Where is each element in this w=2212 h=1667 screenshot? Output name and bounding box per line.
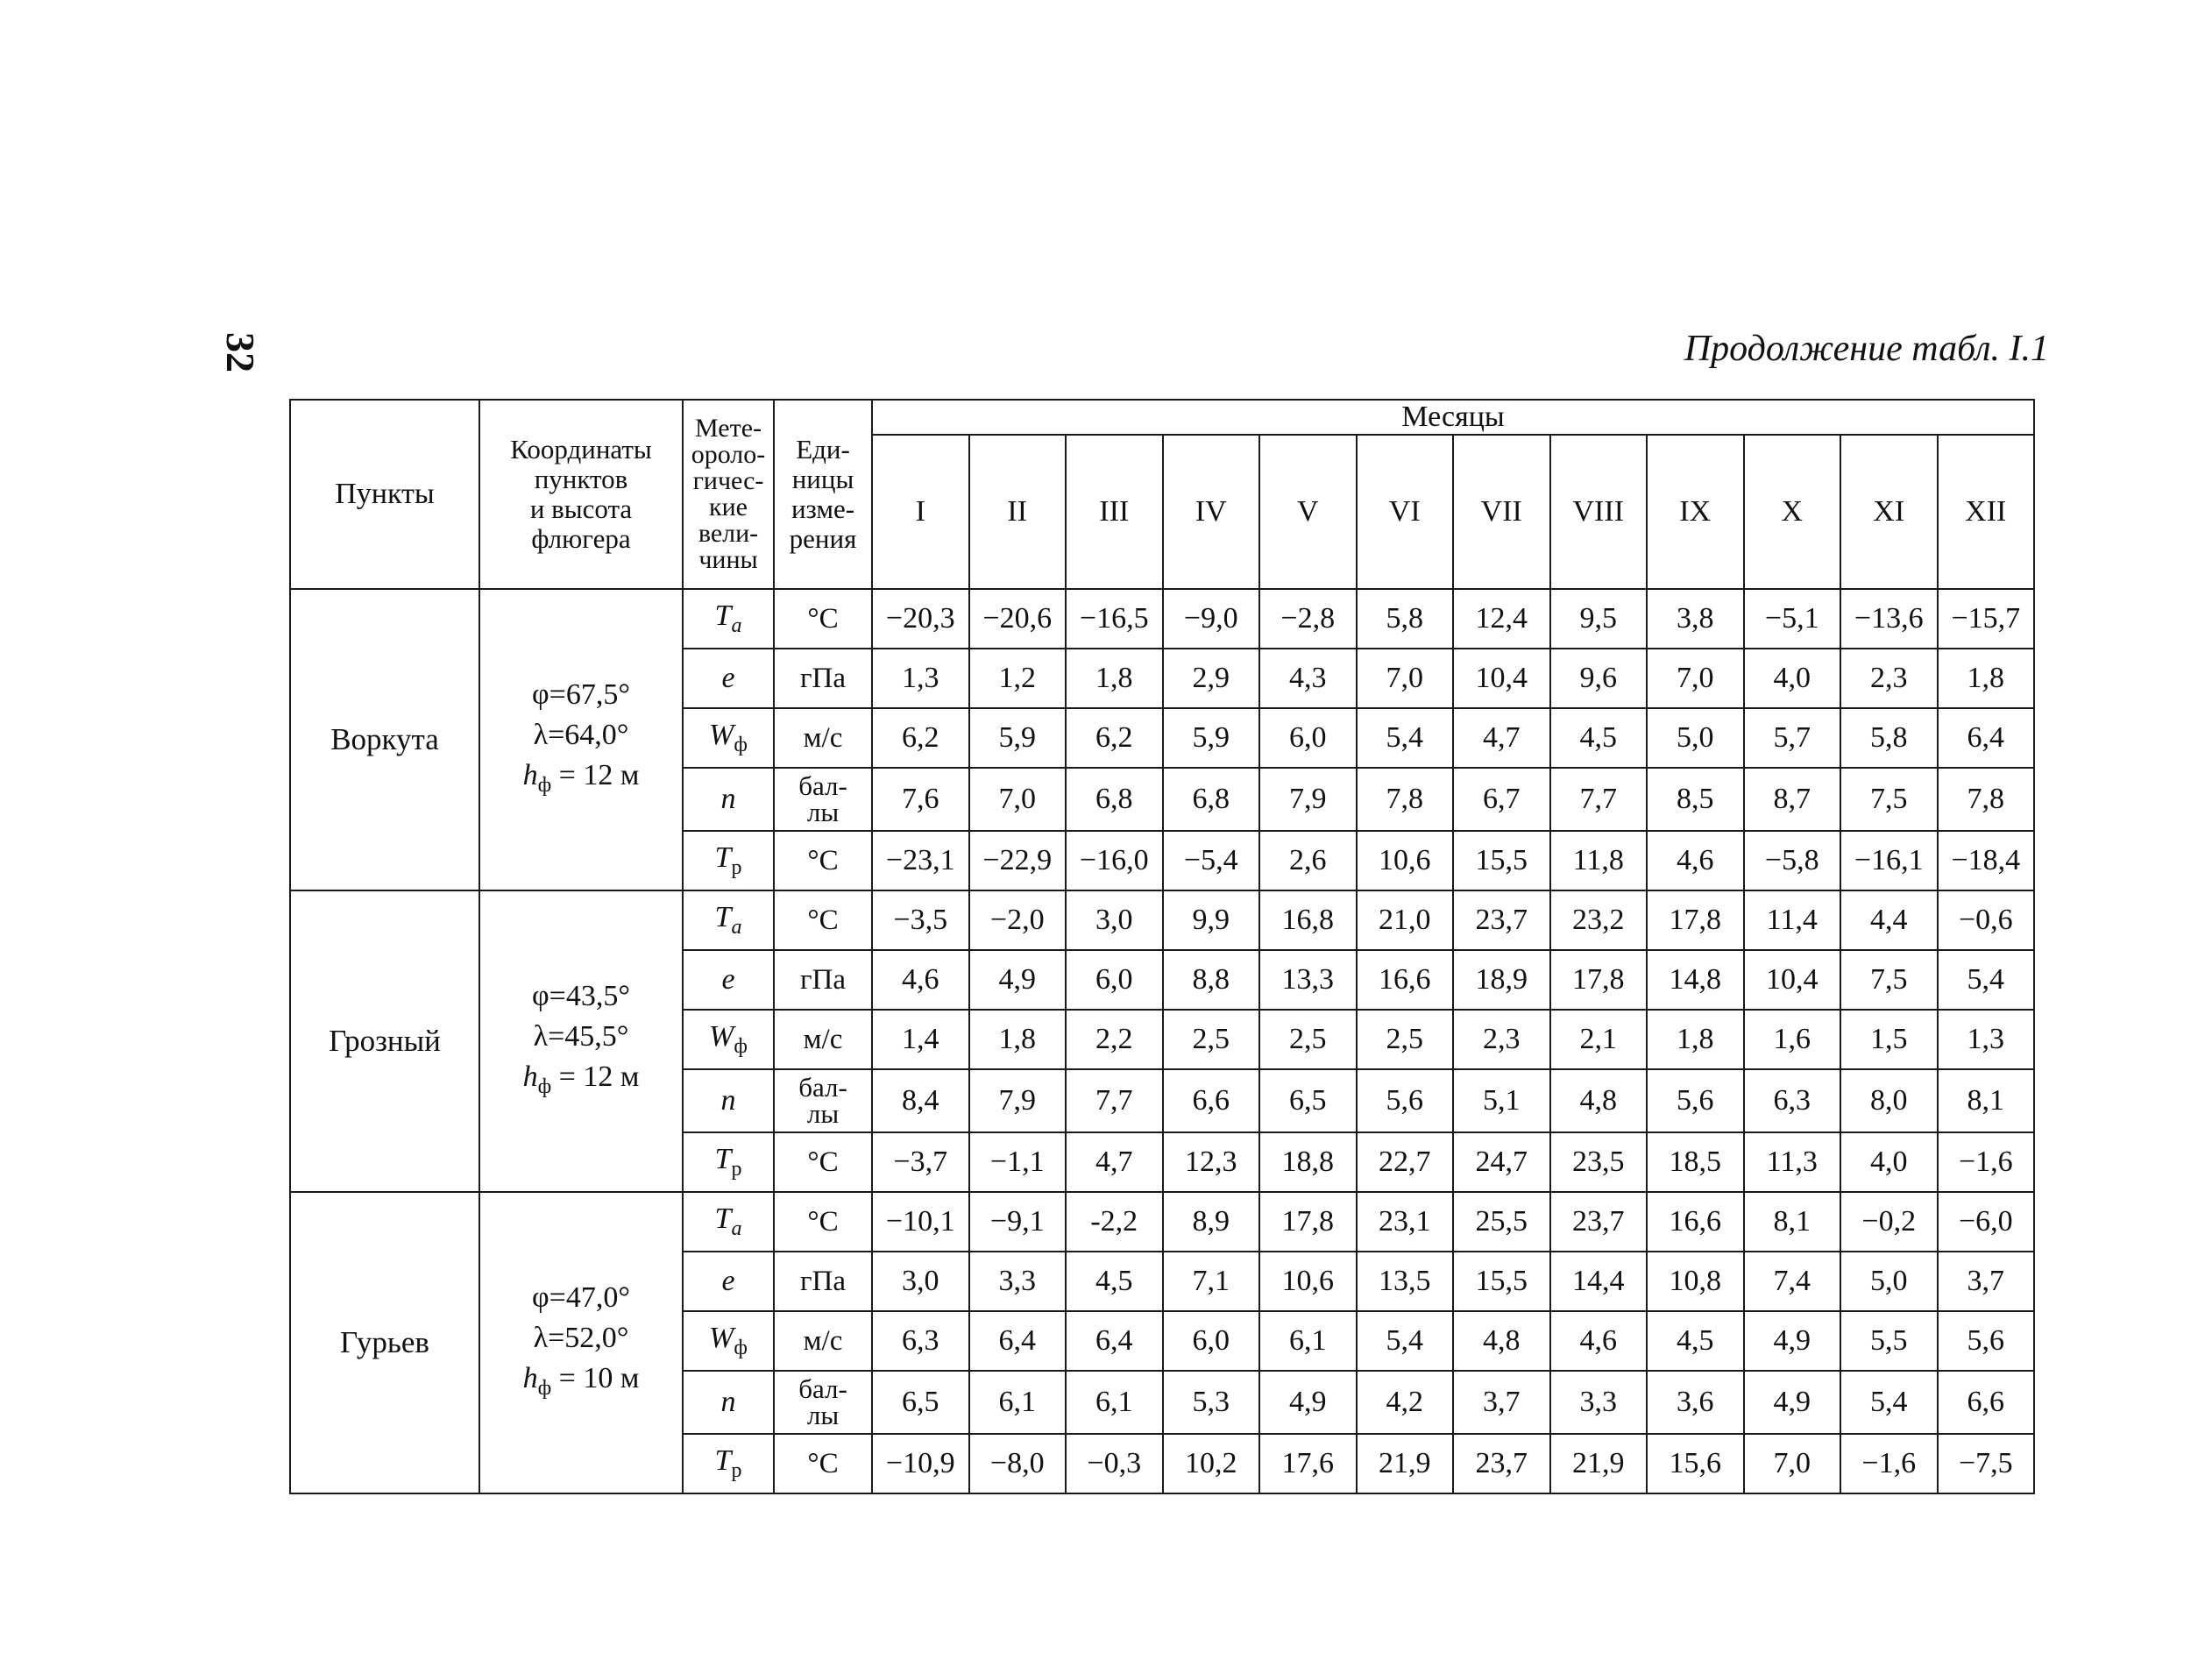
value-cell: 2,9 — [1163, 649, 1260, 708]
value-cell: −10,1 — [872, 1192, 969, 1252]
value-cell: 4,9 — [1744, 1311, 1841, 1371]
value-cell: 5,0 — [1840, 1252, 1938, 1311]
value-cell: 7,7 — [1550, 768, 1648, 831]
value-cell: 23,7 — [1550, 1192, 1648, 1252]
value-cell: −15,7 — [1938, 589, 2035, 649]
value-cell: 7,6 — [872, 768, 969, 831]
header-quantity-line: чины — [698, 545, 758, 574]
value-cell: 21,9 — [1357, 1434, 1454, 1493]
value-cell: 7,0 — [969, 768, 1067, 831]
quantity-subscript: ф — [734, 1034, 748, 1058]
value-cell: −1,6 — [1840, 1434, 1938, 1493]
value-cell: 5,8 — [1840, 708, 1938, 768]
header-month: I — [872, 435, 969, 589]
value-cell: −0,2 — [1840, 1192, 1938, 1252]
value-cell: −3,7 — [872, 1132, 969, 1192]
header-month: XI — [1840, 435, 1938, 589]
value-cell: −13,6 — [1840, 589, 1938, 649]
longitude: λ=45,5° — [533, 1019, 629, 1053]
unit-cell: м/с — [774, 1311, 872, 1371]
longitude: λ=52,0° — [533, 1321, 629, 1354]
value-cell: 15,5 — [1453, 831, 1550, 890]
value-cell: 6,0 — [1259, 708, 1357, 768]
value-cell: 6,1 — [1259, 1311, 1357, 1371]
quantity-symbol — [683, 1311, 774, 1371]
value-cell: 8,1 — [1938, 1069, 2035, 1132]
unit-cell: м/с — [774, 1010, 872, 1069]
value-cell: −23,1 — [872, 831, 969, 890]
header-month: VIII — [1550, 435, 1648, 589]
value-cell: −3,5 — [872, 890, 969, 950]
unit-cell: гПа — [774, 1252, 872, 1311]
value-cell: 2,5 — [1163, 1010, 1260, 1069]
value-cell: 23,5 — [1550, 1132, 1648, 1192]
value-cell: 7,7 — [1066, 1069, 1163, 1132]
value-cell: 4,2 — [1357, 1371, 1454, 1434]
quantity-subscript: р — [731, 1157, 742, 1181]
value-cell: 5,4 — [1357, 708, 1454, 768]
value-cell: 3,6 — [1647, 1371, 1744, 1434]
value-cell: −22,9 — [969, 831, 1067, 890]
value-cell: 21,0 — [1357, 890, 1454, 950]
value-cell: 10,4 — [1453, 649, 1550, 708]
station-name: Гурьев — [290, 1192, 479, 1493]
value-cell: 11,3 — [1744, 1132, 1841, 1192]
vane-height — [480, 1358, 682, 1408]
value-cell: −16,1 — [1840, 831, 1938, 890]
value-cell: −9,1 — [969, 1192, 1067, 1252]
quantity-symbol — [683, 768, 774, 831]
value-cell: 23,7 — [1453, 1434, 1550, 1493]
value-cell: −18,4 — [1938, 831, 2035, 890]
climate-table — [289, 399, 2035, 1494]
quantity-letter: T — [714, 841, 732, 875]
value-cell: 16,8 — [1259, 890, 1357, 950]
value-cell: 1,4 — [872, 1010, 969, 1069]
value-cell: −9,0 — [1163, 589, 1260, 649]
value-cell: 11,8 — [1550, 831, 1648, 890]
value-cell: 6,3 — [872, 1311, 969, 1371]
vane-height-value: = 10 м — [551, 1361, 640, 1394]
value-cell: −5,8 — [1744, 831, 1841, 890]
vane-height-symbol: h — [522, 1060, 538, 1093]
quantity-letter: T — [714, 599, 732, 633]
value-cell: 3,0 — [1066, 890, 1163, 950]
value-cell: 7,4 — [1744, 1252, 1841, 1311]
quantity-letter: T — [714, 901, 732, 934]
quantity-subscript: a — [731, 1217, 742, 1240]
value-cell: 10,2 — [1163, 1434, 1260, 1493]
value-cell: 7,0 — [1357, 649, 1454, 708]
unit-cell: бал- лы — [774, 768, 872, 831]
longitude: λ=64,0° — [533, 718, 629, 751]
value-cell: 5,7 — [1744, 708, 1841, 768]
value-cell: 4,5 — [1550, 708, 1648, 768]
value-cell: 15,6 — [1647, 1434, 1744, 1493]
value-cell: 23,7 — [1453, 890, 1550, 950]
quantity-symbol — [683, 1132, 774, 1192]
table-row — [290, 589, 2034, 649]
value-cell: 4,6 — [1647, 831, 1744, 890]
value-cell: 6,4 — [1938, 708, 2035, 768]
vane-height-value: = 12 м — [551, 1060, 640, 1093]
quantity-subscript: a — [731, 915, 742, 939]
header-quantity-line: ороло- — [691, 440, 766, 469]
header-quantity-line: гичес- — [692, 466, 764, 495]
value-cell: 5,0 — [1647, 708, 1744, 768]
header-quantity — [683, 400, 774, 589]
quantity-letter: T — [714, 1444, 732, 1478]
quantity-subscript: р — [731, 855, 742, 879]
value-cell: −16,0 — [1066, 831, 1163, 890]
header-coords-line: флюгера — [531, 523, 631, 554]
value-cell: 7,0 — [1744, 1434, 1841, 1493]
unit-cell: °C — [774, 1192, 872, 1252]
table-row — [290, 1192, 2034, 1252]
value-cell: −1,6 — [1938, 1132, 2035, 1192]
header-month: VII — [1453, 435, 1550, 589]
value-cell: 8,7 — [1744, 768, 1841, 831]
value-cell: 8,1 — [1744, 1192, 1841, 1252]
unit-cell: °C — [774, 890, 872, 950]
value-cell: 9,9 — [1163, 890, 1260, 950]
value-cell: 21,9 — [1550, 1434, 1648, 1493]
unit-cell: гПа — [774, 649, 872, 708]
value-cell: 8,0 — [1840, 1069, 1938, 1132]
header-month: XII — [1938, 435, 2035, 589]
quantity-symbol — [683, 1371, 774, 1434]
value-cell: 5,6 — [1357, 1069, 1454, 1132]
quantity-symbol — [683, 890, 774, 950]
value-cell: 4,9 — [1744, 1371, 1841, 1434]
value-cell: 23,1 — [1357, 1192, 1454, 1252]
value-cell: 14,8 — [1647, 950, 1744, 1010]
value-cell: 13,5 — [1357, 1252, 1454, 1311]
quantity-letter: T — [714, 1143, 732, 1176]
quantity-symbol — [683, 1434, 774, 1493]
value-cell: 7,9 — [969, 1069, 1067, 1132]
value-cell: 9,5 — [1550, 589, 1648, 649]
header-unit-line: рения — [789, 523, 857, 554]
quantity-symbol — [683, 831, 774, 890]
value-cell: 4,8 — [1453, 1311, 1550, 1371]
value-cell: 5,3 — [1163, 1371, 1260, 1434]
header-coordinates — [479, 400, 683, 589]
value-cell: 24,7 — [1453, 1132, 1550, 1192]
header-months-group: Месяцы — [872, 400, 2034, 435]
unit-cell: бал- лы — [774, 1069, 872, 1132]
value-cell: 6,1 — [969, 1371, 1067, 1434]
header-unit — [774, 400, 872, 589]
value-cell: 8,4 — [872, 1069, 969, 1132]
value-cell: 25,5 — [1453, 1192, 1550, 1252]
value-cell: 15,5 — [1453, 1252, 1550, 1311]
value-cell: 10,6 — [1259, 1252, 1357, 1311]
header-month: VI — [1357, 435, 1454, 589]
unit-cell: гПа — [774, 950, 872, 1010]
header-unit-line: ницы — [791, 464, 854, 494]
value-cell: 1,8 — [1647, 1010, 1744, 1069]
value-cell: 6,0 — [1066, 950, 1163, 1010]
value-cell: −5,4 — [1163, 831, 1260, 890]
header-month: X — [1744, 435, 1841, 589]
unit-cell: м/с — [774, 708, 872, 768]
value-cell: 22,7 — [1357, 1132, 1454, 1192]
station-coordinates — [479, 890, 683, 1192]
value-cell: −1,1 — [969, 1132, 1067, 1192]
value-cell: 4,7 — [1066, 1132, 1163, 1192]
value-cell: 5,6 — [1647, 1069, 1744, 1132]
value-cell: 1,3 — [872, 649, 969, 708]
value-cell: 4,3 — [1259, 649, 1357, 708]
vane-height-value: = 12 м — [551, 758, 640, 791]
value-cell: 16,6 — [1357, 950, 1454, 1010]
value-cell: 5,9 — [969, 708, 1067, 768]
value-cell: −6,0 — [1938, 1192, 2035, 1252]
value-cell: 6,6 — [1163, 1069, 1260, 1132]
value-cell: 4,6 — [1550, 1311, 1648, 1371]
quantity-symbol — [683, 589, 774, 649]
value-cell: 1,2 — [969, 649, 1067, 708]
value-cell: 12,3 — [1163, 1132, 1260, 1192]
header-station: Пункты — [290, 400, 479, 589]
value-cell: 3,7 — [1938, 1252, 2035, 1311]
value-cell: −5,1 — [1744, 589, 1841, 649]
vane-height-symbol: h — [522, 758, 538, 791]
quantity-letter: n — [720, 1084, 736, 1117]
value-cell: 1,3 — [1938, 1010, 2035, 1069]
value-cell: 5,4 — [1938, 950, 2035, 1010]
value-cell: 8,8 — [1163, 950, 1260, 1010]
value-cell: 4,0 — [1840, 1132, 1938, 1192]
value-cell: 5,9 — [1163, 708, 1260, 768]
value-cell: 5,4 — [1357, 1311, 1454, 1371]
value-cell: 12,4 — [1453, 589, 1550, 649]
value-cell: -2,2 — [1066, 1192, 1163, 1252]
value-cell: 7,5 — [1840, 950, 1938, 1010]
header-coords-line: пунктов — [534, 464, 628, 494]
value-cell: 2,1 — [1550, 1010, 1648, 1069]
latitude: φ=43,5° — [532, 979, 630, 1012]
value-cell: −0,3 — [1066, 1434, 1163, 1493]
value-cell: 4,8 — [1550, 1069, 1648, 1132]
value-cell: −2,0 — [969, 890, 1067, 950]
value-cell: 2,3 — [1840, 649, 1938, 708]
value-cell: 2,2 — [1066, 1010, 1163, 1069]
value-cell: 6,7 — [1453, 768, 1550, 831]
value-cell: 7,8 — [1938, 768, 2035, 831]
value-cell: 4,7 — [1453, 708, 1550, 768]
value-cell: 13,3 — [1259, 950, 1357, 1010]
value-cell: 7,0 — [1647, 649, 1744, 708]
value-cell: 4,9 — [969, 950, 1067, 1010]
value-cell: 4,5 — [1066, 1252, 1163, 1311]
value-cell: 4,4 — [1840, 890, 1938, 950]
quantity-subscript: р — [731, 1458, 742, 1482]
quantity-letter: e — [721, 662, 735, 694]
station-coordinates — [479, 589, 683, 890]
table-row — [290, 890, 2034, 950]
value-cell: 2,3 — [1453, 1010, 1550, 1069]
vane-height-subscript: ф — [537, 1075, 552, 1098]
quantity-letter: W — [709, 719, 734, 752]
quantity-letter: W — [709, 1322, 734, 1355]
value-cell: −2,8 — [1259, 589, 1357, 649]
value-cell: 4,6 — [872, 950, 969, 1010]
quantity-symbol — [683, 1069, 774, 1132]
value-cell: 6,3 — [1744, 1069, 1841, 1132]
value-cell: 6,8 — [1163, 768, 1260, 831]
unit-cell: бал- лы — [774, 1371, 872, 1434]
value-cell: 5,1 — [1453, 1069, 1550, 1132]
latitude: φ=47,0° — [532, 1280, 630, 1314]
quantity-letter: n — [720, 1386, 736, 1418]
vane-height-subscript: ф — [537, 773, 552, 797]
quantity-subscript: a — [731, 614, 742, 637]
value-cell: 10,4 — [1744, 950, 1841, 1010]
value-cell: 2,5 — [1357, 1010, 1454, 1069]
table-body — [290, 589, 2034, 1493]
value-cell: −16,5 — [1066, 589, 1163, 649]
header-quantity-line: Мете- — [694, 414, 762, 443]
value-cell: 3,3 — [1550, 1371, 1648, 1434]
value-cell: 11,4 — [1744, 890, 1841, 950]
station-name: Грозный — [290, 890, 479, 1192]
value-cell: 2,6 — [1259, 831, 1357, 890]
value-cell: 3,3 — [969, 1252, 1067, 1311]
quantity-letter: W — [709, 1020, 734, 1053]
value-cell: 16,6 — [1647, 1192, 1744, 1252]
station-coordinates — [479, 1192, 683, 1493]
value-cell: 6,4 — [1066, 1311, 1163, 1371]
station-name: Воркута — [290, 589, 479, 890]
value-cell: 1,8 — [1938, 649, 2035, 708]
value-cell: 6,6 — [1938, 1371, 2035, 1434]
value-cell: 17,8 — [1259, 1192, 1357, 1252]
header-unit-line: изме- — [791, 493, 855, 524]
value-cell: 5,8 — [1357, 589, 1454, 649]
value-cell: 6,5 — [1259, 1069, 1357, 1132]
value-cell: 6,5 — [872, 1371, 969, 1434]
unit-cell: °C — [774, 589, 872, 649]
value-cell: 1,8 — [969, 1010, 1067, 1069]
value-cell: 9,6 — [1550, 649, 1648, 708]
quantity-symbol — [683, 649, 774, 708]
quantity-symbol — [683, 708, 774, 768]
value-cell: 17,6 — [1259, 1434, 1357, 1493]
value-cell: 5,6 — [1938, 1311, 2035, 1371]
value-cell: 6,1 — [1066, 1371, 1163, 1434]
value-cell: 23,2 — [1550, 890, 1648, 950]
header-month: II — [969, 435, 1067, 589]
value-cell: 1,8 — [1066, 649, 1163, 708]
header-quantity-line: вели- — [698, 519, 759, 548]
header-month: V — [1259, 435, 1357, 589]
table-caption: Продолжение табл. I.1 — [1684, 329, 2049, 369]
value-cell: 18,8 — [1259, 1132, 1357, 1192]
value-cell: −7,5 — [1938, 1434, 2035, 1493]
header-month: III — [1066, 435, 1163, 589]
value-cell: 1,5 — [1840, 1010, 1938, 1069]
value-cell: 7,1 — [1163, 1252, 1260, 1311]
quantity-letter: e — [721, 1265, 735, 1297]
quantity-symbol — [683, 1252, 774, 1311]
quantity-subscript: ф — [734, 1336, 748, 1359]
value-cell: 14,4 — [1550, 1252, 1648, 1311]
value-cell: 3,0 — [872, 1252, 969, 1311]
value-cell: 10,8 — [1647, 1252, 1744, 1311]
value-cell: 1,6 — [1744, 1010, 1841, 1069]
quantity-subscript: ф — [734, 733, 748, 756]
table-header — [290, 400, 2034, 589]
value-cell: 2,5 — [1259, 1010, 1357, 1069]
unit-cell: °C — [774, 1434, 872, 1493]
quantity-symbol — [683, 950, 774, 1010]
value-cell: 4,5 — [1647, 1311, 1744, 1371]
header-quantity-line: кие — [709, 493, 748, 521]
quantity-letter: n — [720, 783, 736, 815]
value-cell: 7,8 — [1357, 768, 1454, 831]
page-number: 32 — [218, 332, 263, 372]
quantity-symbol — [683, 1192, 774, 1252]
value-cell: 7,9 — [1259, 768, 1357, 831]
quantity-letter: T — [714, 1202, 732, 1236]
unit-cell: °C — [774, 831, 872, 890]
header-month: IV — [1163, 435, 1260, 589]
vane-height — [480, 755, 682, 805]
value-cell: 4,9 — [1259, 1371, 1357, 1434]
value-cell: 8,5 — [1647, 768, 1744, 831]
value-cell: 6,2 — [872, 708, 969, 768]
value-cell: 6,0 — [1163, 1311, 1260, 1371]
header-coords-line: Координаты — [510, 434, 652, 465]
value-cell: −20,3 — [872, 589, 969, 649]
value-cell: 18,9 — [1453, 950, 1550, 1010]
value-cell: 6,4 — [969, 1311, 1067, 1371]
value-cell: 6,2 — [1066, 708, 1163, 768]
quantity-symbol — [683, 1010, 774, 1069]
value-cell: 17,8 — [1647, 890, 1744, 950]
value-cell: 6,8 — [1066, 768, 1163, 831]
value-cell: 10,6 — [1357, 831, 1454, 890]
value-cell: −10,9 — [872, 1434, 969, 1493]
quantity-letter: e — [721, 963, 735, 996]
value-cell: 3,7 — [1453, 1371, 1550, 1434]
unit-cell: °C — [774, 1132, 872, 1192]
latitude: φ=67,5° — [532, 677, 630, 711]
vane-height-subscript: ф — [537, 1376, 552, 1400]
vane-height-symbol: h — [522, 1361, 538, 1394]
header-month: IX — [1647, 435, 1744, 589]
value-cell: 5,4 — [1840, 1371, 1938, 1434]
vane-height — [480, 1057, 682, 1107]
header-unit-line: Еди- — [796, 434, 850, 465]
header-coords-line: и высота — [529, 493, 633, 524]
value-cell: −20,6 — [969, 589, 1067, 649]
value-cell: 3,8 — [1647, 589, 1744, 649]
value-cell: 18,5 — [1647, 1132, 1744, 1192]
value-cell: 8,9 — [1163, 1192, 1260, 1252]
value-cell: 4,0 — [1744, 649, 1841, 708]
value-cell: 7,5 — [1840, 768, 1938, 831]
value-cell: 5,5 — [1840, 1311, 1938, 1371]
value-cell: 17,8 — [1550, 950, 1648, 1010]
value-cell: −8,0 — [969, 1434, 1067, 1493]
value-cell: −0,6 — [1938, 890, 2035, 950]
